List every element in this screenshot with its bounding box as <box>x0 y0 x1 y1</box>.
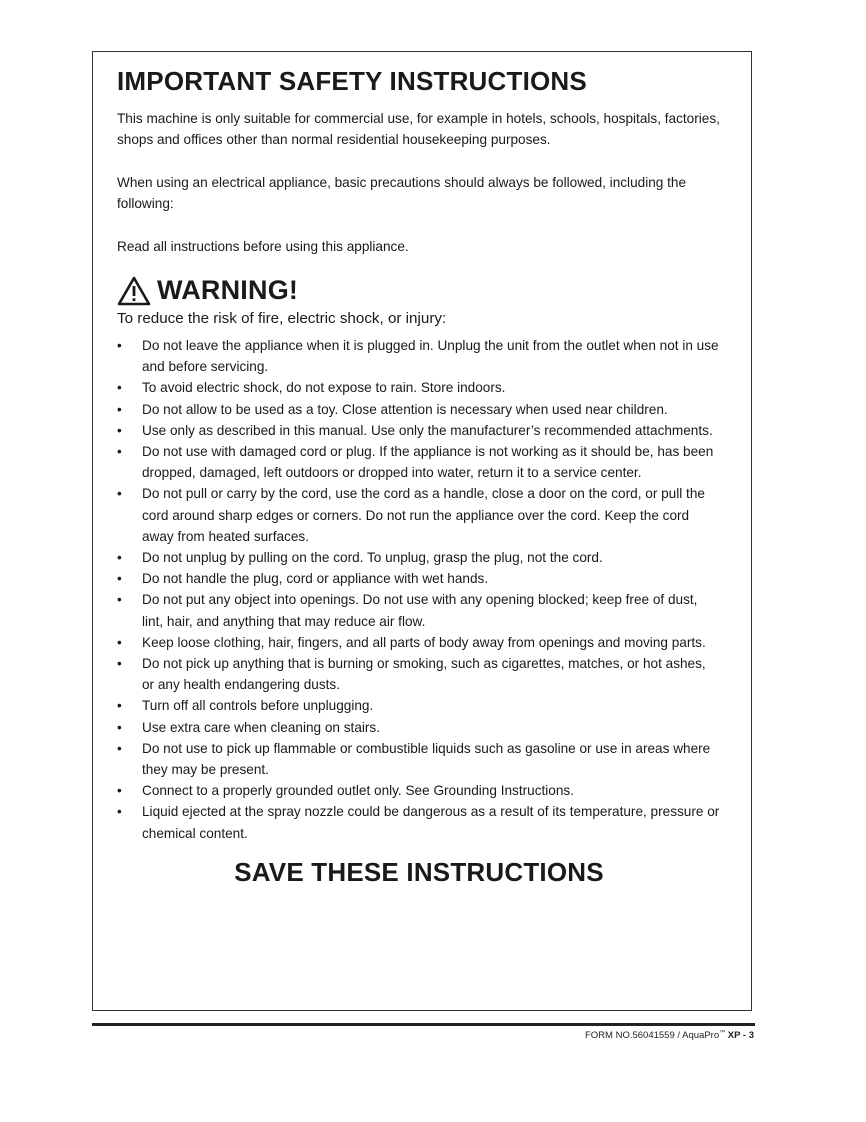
list-item <box>117 547 721 568</box>
list-item-text: Do not use with damaged cord or plug. If the appliance is not working as it should be, has been dropped, damaged, left outdoors or dropped into water, return it to a service center. <box>142 444 714 481</box>
warning-subtitle: To reduce the risk of fire, electric shock, or injury: <box>117 310 447 327</box>
list-item-text: Do not pick up anything that is burning or smoking, such as cigarettes, matches, or hot ashes, or any health endangering dusts. <box>142 656 706 693</box>
bullet-dot: • <box>117 719 122 735</box>
list-item-text: Keep loose clothing, hair, fingers, and all parts of body away from openings and moving parts. <box>142 634 706 650</box>
list-item <box>117 632 721 653</box>
list-item <box>117 335 721 377</box>
list-item-text: Do not handle the plug, cord or appliance with wet hands. <box>142 571 489 587</box>
save-instructions-heading: SAVE THESE INSTRUCTIONS <box>234 856 604 887</box>
list-item <box>117 399 721 420</box>
bullet-dot: • <box>117 740 122 756</box>
bullet-dot: • <box>117 444 122 460</box>
bullet-dot: • <box>117 698 122 714</box>
list-item <box>117 377 721 398</box>
list-item <box>117 780 721 801</box>
warning-heading <box>117 275 721 306</box>
list-item <box>117 589 721 631</box>
footer-page: XP - 3 <box>725 1030 754 1042</box>
intro-paragraph: This machine is only suitable for commercial use, for example in hotels, schools, hospitals, factories, shops and offices other than normal residential housekeeping purposes. <box>117 111 720 147</box>
bullet-dot: • <box>117 401 122 417</box>
bullet-dot: • <box>117 486 122 502</box>
bullet-dot: • <box>117 550 122 566</box>
safety-instructions <box>117 66 721 888</box>
bullet-dot: • <box>117 804 122 820</box>
bullet-dot: • <box>117 338 122 353</box>
list-item <box>117 420 721 441</box>
warning-triangle-icon <box>117 276 151 306</box>
list-item-text: Turn off all controls before unplugging. <box>142 698 374 714</box>
read-all-paragraph: Read all instructions before using this appliance. <box>117 239 409 254</box>
bullet-dot: • <box>117 422 122 438</box>
list-item-text: Connect to a properly grounded outlet only. See Grounding Instructions. <box>142 783 574 799</box>
list-item-text: Do not put any object into openings. Do not use with any opening blocked; keep free of dust, lint, hair, and anything that may reduce air flow. <box>142 592 698 629</box>
list-item <box>117 568 721 589</box>
list-item-text: Do not use to pick up flammable or combustible liquids such as gasoline or use in areas where they may be present. <box>142 740 711 778</box>
bullet-dot: • <box>117 592 122 608</box>
list-item <box>117 801 721 843</box>
page-title: IMPORTANT SAFETY INSTRUCTIONS <box>117 66 587 96</box>
list-item <box>117 717 721 738</box>
precautions-paragraph: When using an electrical appliance, basic precautions should always be followed, including the following: <box>117 175 687 211</box>
list-item-text: Do not unplug by pulling on the cord. To unplug, grasp the plug, not the cord. <box>142 550 603 566</box>
bullet-dot: • <box>117 656 122 672</box>
bullet-dot: • <box>117 783 122 799</box>
list-item-text: Liquid ejected at the spray nozzle could be dangerous as a result of its temperature, pressure or chemical content. <box>142 804 720 841</box>
list-item <box>117 653 721 695</box>
safety-list <box>117 335 721 844</box>
list-item <box>117 441 721 483</box>
list-item <box>117 483 721 547</box>
list-item <box>117 738 721 780</box>
list-item-text: Do not pull or carry by the cord, use the cord as a handle, close a door on the cord, or pull the cord around sharp edges or corners. Do not run the appliance over the cord. Keep the cord away from heated surfaces. <box>142 486 705 544</box>
bullet-dot: • <box>117 634 122 650</box>
bullet-dot: • <box>117 571 122 587</box>
footer-rule <box>92 1023 755 1026</box>
list-item-text: Use extra care when cleaning on stairs. <box>142 719 381 735</box>
list-item <box>117 695 721 716</box>
footer-form-number <box>585 1030 754 1041</box>
list-item-text: Do not leave the appliance when it is plugged in. Unplug the unit from the outlet when not in use and before servicing. <box>142 338 719 375</box>
warning-title: WARNING! <box>157 275 299 305</box>
list-item-text: To avoid electric shock, do not expose to rain. Store indoors. <box>142 380 506 396</box>
footer-form: FORM NO.56041559 / AquaPro <box>584 1030 720 1042</box>
bullet-dot: • <box>117 380 122 396</box>
list-item-text: Do not allow to be used as a toy. Close attention is necessary when used near children. <box>142 401 668 417</box>
list-item-text: Use only as described in this manual. Use only the manufacturer’s recommended attachments. <box>142 422 713 438</box>
footer-trademark: ™ <box>719 1030 726 1036</box>
